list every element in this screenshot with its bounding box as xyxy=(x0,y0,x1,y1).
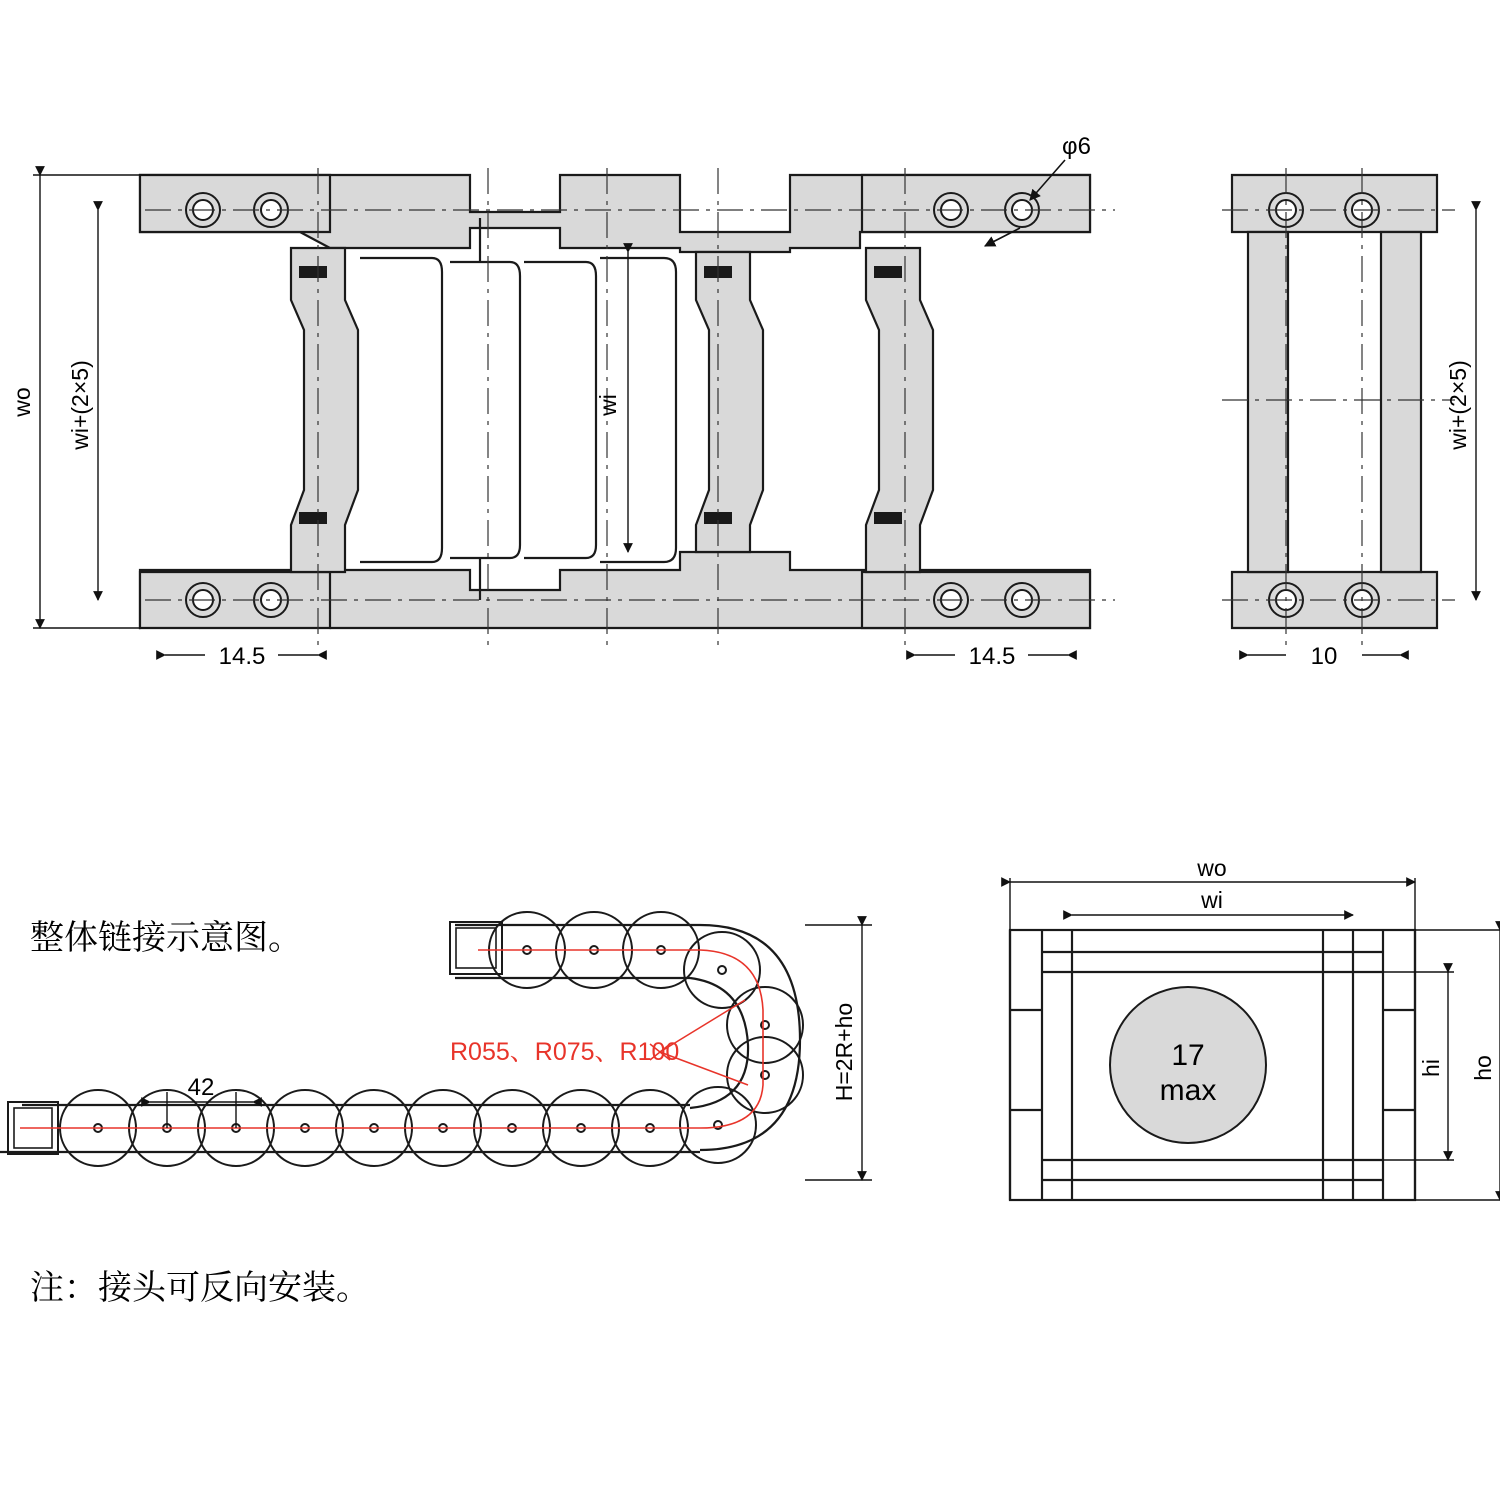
dim-height-label: H=2R+ho xyxy=(831,1002,857,1102)
chain-assembly-view xyxy=(0,880,900,1300)
top-right-plate xyxy=(862,175,1090,232)
end-view-right-link xyxy=(1381,232,1421,572)
side-link-right xyxy=(866,248,933,572)
end-view-geometry xyxy=(1222,168,1476,670)
dim-wi-plus-label: wi+(2×5) xyxy=(67,360,93,450)
end-view-left-link xyxy=(1248,232,1288,572)
section-dim-ho-label: ho xyxy=(1470,1055,1496,1081)
hole-dia-label: φ6 xyxy=(1062,133,1091,160)
side-link-middle xyxy=(696,252,763,552)
dim-pitch-label: 42 xyxy=(187,1074,215,1101)
cable-dia-max: max xyxy=(1159,1074,1217,1107)
section-dim-hi-label: hi xyxy=(1418,1059,1444,1077)
section-dim-wo-label: wo xyxy=(1197,860,1227,881)
assembly-note: 整体链接示意图。 xyxy=(30,918,302,958)
end-view-dim-wi-plus-label: wi+(2×5) xyxy=(1445,360,1471,450)
dim-14-5-right-label: 14.5 xyxy=(968,643,1016,670)
dim-wo-label: wo xyxy=(9,387,35,417)
dim-14-5-left-label: 14.5 xyxy=(218,643,266,670)
top-left-plate xyxy=(140,175,330,232)
end-view-top-bar xyxy=(1232,175,1437,232)
cable-dia-value: 17 xyxy=(1171,1039,1205,1072)
installation-note: 注：接头可反向安装。 xyxy=(30,1268,370,1308)
radius-options-label: R055、R075、R100 xyxy=(450,1038,680,1066)
side-link-left xyxy=(291,248,358,572)
dim-wi-label: wi xyxy=(595,394,621,416)
end-view-dim-10-label: 10 xyxy=(1310,643,1338,670)
cross-section-view xyxy=(980,860,1500,1260)
top-view-geometry xyxy=(9,133,1115,670)
section-dim-wi-label: wi xyxy=(1201,887,1223,913)
